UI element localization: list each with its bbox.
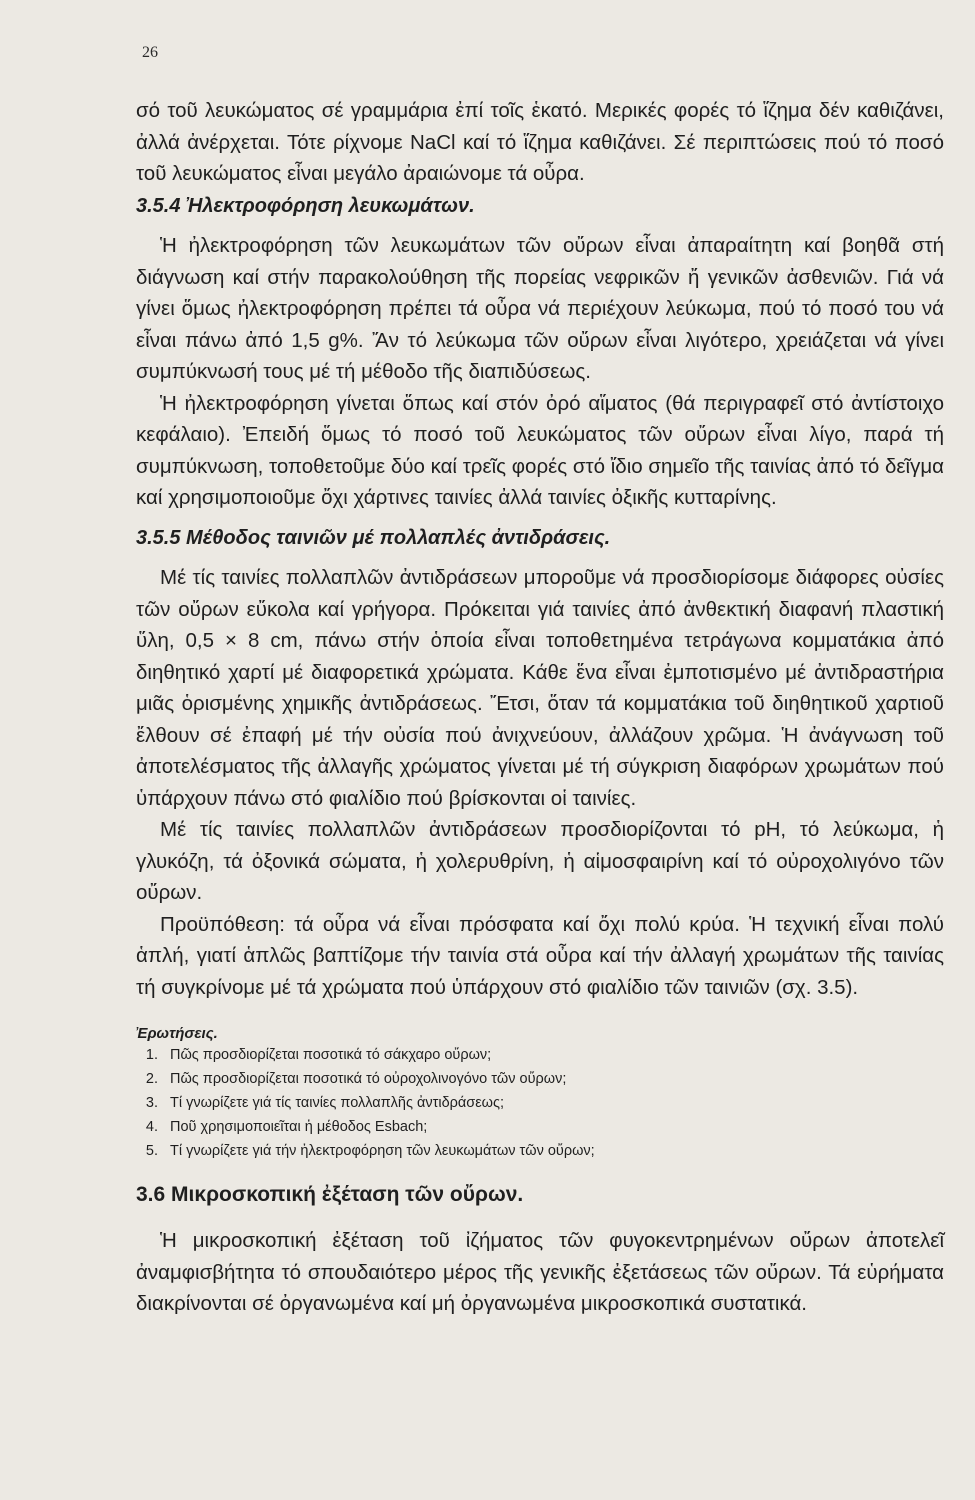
question-item: 2. Πῶς προσδιορίζεται ποσοτικά τό οὐροχολινογόνο τῶν οὔρων; — [162, 1067, 922, 1091]
paragraph: Προϋπόθεση: τά οὖρα νά εἶναι πρόσφατα καί ὄχι πολύ κρύα. Ἡ τεχνική εἶναι πολύ ἁπλή, γιατί ἁπλῶς βαπτίζομε τήν ταινία στά οὖρα καί τήν ἀλλαγή χρωμάτων τῆς ταινίας τή συγκρίνομε μέ τά χρώματα πού ὑπάρχουν στό φιαλίδιο τῶν ταινιῶν (σχ. 3.5). — [136, 912, 944, 999]
questions-list — [136, 1043, 922, 1163]
paragraph: Ἡ μικροσκοπική ἐξέταση τοῦ ἰζήματος τῶν φυγοκεντρημένων οὔρων ἀποτελεῖ ἀναμφισβήτητα τό σπουδαιότερο μέρος τῆς γενικῆς ἐξετάσεως τῶν οὔρων. Τά εὑρήματα διακρίνονται σέ ὀργανωμένα καί μή ὀργανωμένα μικροσκοπικά συστατικά. — [136, 1229, 944, 1315]
question-item: 5. Τί γνωρίζετε γιά τήν ἠλεκτροφόρηση τῶν λευκωμάτων τῶν οὔρων; — [162, 1139, 922, 1163]
paragraph: Ἡ ἠλεκτροφόρηση γίνεται ὅπως καί στόν ὀρό αἵματος (θά περιγραφεῖ στό ἀντίστοιχο κεφάλαιο). Ἐπειδή ὅμως τό ποσό τοῦ λευκώματος τῶν οὔρων εἶναι λίγο, παρά τή συμπύκνωση, τοποθετοῦμε δύο καί τρεῖς φορές στό ἴδιο σημεῖο τῆς ταινίας ἀπό τό δεῖγμα καί χρησιμοποιοῦμε ὄχι χάρτινες ταινίες ἀλλά ταινίες ὀξικῆς κυτταρίνης. — [136, 391, 944, 509]
paragraph: Μέ τίς ταινίες πολλαπλῶν ἀντιδράσεων μποροῦμε νά προσδιορίσομε διάφορες οὐσίες τῶν οὔρων εὔκολα καί γρήγορα. Πρόκειται γιά ταινίες ἀπό ἀνθεκτική διαφανή πλαστική ὕλη, 0,5 × 8 cm, πάνω στήν ὁποία εἶναι τοποθετημένα τετράγωνα κομματάκια ἀπό διηθητικό χαρτί μέ διαφορετικά χρώματα. Κάθε ἕνα εἶναι ἐμποτισμένο μέ ἀντιδραστήρια μιᾶς ὁρισμένης χημικῆς ἀντιδράσεως. Ἔτσι, ὅταν τά κομματάκια τοῦ διηθητικοῦ χαρτιοῦ ἔλθουν σέ ἐπαφή μέ τήν οὐσία πού ἀνιχνεύουν, ἀλλάζουν χρῶμα. Ἡ ἀνάγνωση τοῦ ἀποτελέσματος τῆς ἀλλαγῆς χρώματος γίνεται μέ τή σύγκριση διαφόρων χρωμάτων πού ὑπάρχουν πάνω στό φιαλίδιο πού βρίσκονται οἱ ταινίες. — [136, 566, 944, 810]
page-number: 26 — [142, 44, 158, 61]
question-item: 1. Πῶς προσδιορίζεται ποσοτικά τό σάκχαρο οὔρων; — [162, 1043, 922, 1067]
questions-title: Ἐρωτήσεις. — [136, 1025, 218, 1042]
section-heading-3-5-4: 3.5.4 Ἠλεκτροφόρηση λευκωμάτων. — [136, 195, 475, 217]
question-item: 4. Ποῦ χρησιμοποιεῖται ἡ μέθοδος Esbach; — [162, 1115, 922, 1139]
section-heading-3-5-5: 3.5.5 Μέθοδος ταινιῶν μέ πολλαπλές ἀντιδράσεις. — [136, 527, 611, 549]
intro-text — [136, 95, 944, 190]
section-3-5-5-body — [136, 562, 944, 1003]
paragraph: Μέ τίς ταινίες πολλαπλῶν ἀντιδράσεων προσδιορίζονται τό pH, τό λεύκωμα, ἡ γλυκόζη, τά ὀξονικά σώματα, ἡ χολερυθρίνη, ἡ αἱμοσφαιρίνη καί τό οὐροχολιγόνο τῶν οὔρων. — [136, 818, 944, 904]
section-3-6-body — [136, 1225, 944, 1320]
paragraph: Ἡ ἠλεκτροφόρηση τῶν λευκωμάτων τῶν οὔρων εἶναι ἀπαραίτητη καί βοηθᾶ στή διάγνωση καί στήν παρακολούθηση τῆς πορείας νεφρικῶν ἤ γενικῶν ἀσθενιῶν. Γιά νά γίνει ὅμως ἠλεκτροφόρηση πρέπει τά οὖρα νά περιέχουν λεύκωμα, πού τό ποσό του νά εἶναι πάνω ἀπό 1,5 g%. Ἄν τό λεύκωμα τῶν οὔρων εἶναι λιγότερο, χρειάζεται νά γίνει συμπύκνωσή τους μέ τή μέθοδο τῆς διαπιδύσεως. — [136, 234, 944, 383]
section-3-5-4-body — [136, 230, 944, 514]
paragraph: σό τοῦ λευκώματος σέ γραμμάρια ἐπί τοῖς ἑκατό. Μερικές φορές τό ἵζημα δέν καθιζάνει, ἀλλά ἀνέρχεται. Τότε ρίχνομε NaCl καί τό ἵζημα καθιζάνει. Σέ περιπτώσεις πού τό ποσό τοῦ λευκώματος εἶναι μεγάλο ἀραιώνομε τά οὖρα. — [136, 99, 944, 185]
section-heading-3-6: 3.6 Μικροσκοπική ἐξέταση τῶν οὔρων. — [136, 1183, 524, 1206]
question-item: 3. Τί γνωρίζετε γιά τίς ταινίες πολλαπλῆς ἀντιδράσεως; — [162, 1091, 922, 1115]
